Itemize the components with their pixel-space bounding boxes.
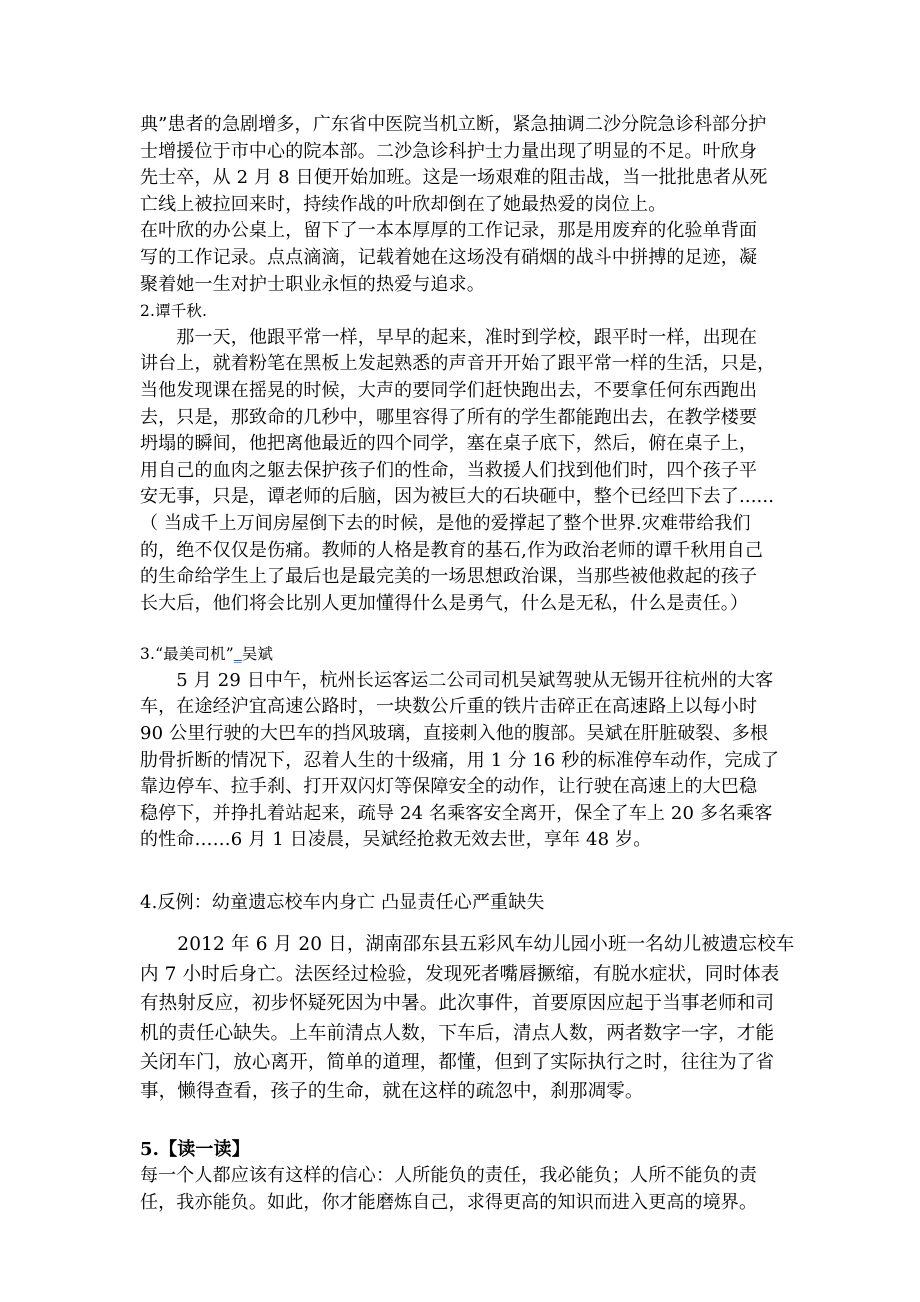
text-line: 当他发现课在摇晃的时候，大声的要同学们赶快跑出去，不要拿任何东西跑出	[140, 379, 758, 401]
text-line: 车，在途经沪宜高速公路时，一块数公斤重的铁片击碎正在高速路上以每小时	[140, 696, 758, 718]
text-line: 每一个人都应该有这样的信心：人所能负的责任，我必能负；人所不能负的责	[140, 1165, 758, 1187]
section-wu-bin	[140, 641, 785, 854]
text-line: 的生命给学生上了最后也是最完美的一场思想政治课，当那些被他救起的孩子	[140, 566, 758, 588]
section-tan-qianqiu	[140, 298, 785, 617]
text-line: 任，我亦能负。如此，你才能磨炼自己，求得更高的知识而进入更高的境界。	[140, 1192, 758, 1214]
text-line: 长大后，他们将会比别人更加懂得什么是勇气，什么是无私，什么是责任。）	[140, 592, 749, 614]
text-line: 典”患者的急剧增多，广东省中医院当机立断，紧急抽调二沙分院急诊科部分护	[140, 114, 767, 135]
text-line: 稳停下，并挣扎着站起来，疏导 24 名乘客安全离开，保全了车上 20 多名乘客	[140, 802, 773, 824]
text-line: 90 公里行驶的大巴车的挡风玻璃，直接刺入他的腹部。吴斌在肝脏破裂、多根	[140, 723, 769, 745]
text-line: 2012 年 6 月 20 日，湖南邵东县五彩风车幼儿园小班一名幼儿被遗忘校车	[140, 934, 795, 956]
spacer	[140, 617, 785, 641]
text-line: 事，懒得查看，孩子的生命，就在这样的疏忽中，刹那凋零。	[140, 1081, 644, 1103]
heading-name: 吴斌	[241, 645, 274, 664]
section-heading: 5.【读一读】	[140, 1138, 250, 1160]
text-line: 先士卒，从 2 月 8 日便开始加班。这是一场艰难的阻击战，当一批批患者从死	[140, 167, 768, 189]
text-line: 靠边停车、拉手刹、打开双闪灯等保障安全的动作，让行驶在高速上的大巴稳	[140, 776, 758, 798]
section-read	[140, 1137, 785, 1217]
text-line: 安无事，只是，谭老师的后脑，因为被巨大的石块砸中，整个已经凹下去了......	[140, 486, 775, 508]
text-line: 5 月 29 日中午，杭州长运客运二公司司机吴斌驾驶从无锡开往杭州的大客	[140, 669, 774, 691]
spacer	[140, 1107, 785, 1137]
section-heading: 4.反例：幼童遗忘校车内身亡 凸显责任心严重缺失	[140, 892, 545, 914]
text-line: 亡线上被拉回来时，持续作战的叶欣却倒在了她最热爱的岗位上。	[140, 193, 667, 215]
text-line: 的性命……6 月 1 日凌晨，吴斌经抢救无效去世，享年 48 岁。	[140, 829, 652, 851]
section-heading	[140, 641, 785, 668]
text-line: 的，绝不仅仅是伤痛。教师的人格是教育的基石,作为政治老师的谭千秋用自己	[140, 539, 763, 561]
text-line: 讲台上，就着粉笔在黑板上发起熟悉的声音开开始了跟平常一样的生活，只是，	[140, 353, 776, 375]
text-line: 坍塌的瞬间，他把离他最近的四个同学，塞在桌子底下，然后，俯在桌子上，	[140, 433, 758, 455]
text-line: 内 7 小时后身亡。法医经过检验，发现死者嘴唇撅缩，有脱水症状，同时体表	[140, 963, 780, 985]
text-line: 在叶欣的办公桌上，留下了一本本厚厚的工作记录，那是用废弃的化验单背面	[140, 220, 758, 242]
text-line: 士增援位于市中心的院本部。二沙急诊科护士力量出现了明显的不足。叶欣身	[140, 140, 758, 162]
text-line: 肋骨折断的情况下，忍着人生的十级痛，用 1 分 16 秒的标准停车动作，完成了	[140, 749, 780, 771]
text-line: 那一天，他跟平常一样，早早的起来，准时到学校，跟平时一样，出现在	[140, 326, 758, 348]
heading-link-mark[interactable]: _	[233, 645, 242, 664]
text-line: 有热射反应，初步怀疑死因为中暑。此次事件，首要原因应起于当事老师和司	[140, 993, 775, 1015]
text-line: 去，只是，那致命的几秒中，哪里容得了所有的学生都能跑出去，在教学楼要	[140, 406, 758, 428]
text-line: 聚着她一生对护士职业永恒的热爱与追求。	[140, 273, 485, 295]
section-heading: 2.谭千秋.	[140, 302, 208, 321]
spacer	[140, 854, 785, 888]
heading-prefix: 3.“最美司机”	[140, 645, 234, 664]
text-line: 关闭车门，放心离开，简单的道理，都懂，但到了实际执行之时，往往为了省	[140, 1052, 775, 1074]
section-counter-example	[140, 888, 795, 1107]
text-line: 写的工作记录。点点滴滴，记载着她在这场没有硝烟的战斗中拼搏的足迹，凝	[140, 246, 758, 268]
text-line: （ 当成千上万间房屋倒下去的时候，是他的爱撑起了整个世界.灾难带给我们	[140, 512, 751, 534]
text-line: 用自己的血肉之躯去保护孩子们的性命，当救援人们找到他们时，四个孩子平	[140, 459, 758, 481]
section-ye-xin	[140, 112, 785, 298]
spacer	[140, 917, 785, 930]
text-line: 机的责任心缺失。上车前清点人数，下车后，清点人数，两者数字一字，才能	[140, 1022, 775, 1044]
document-page	[140, 112, 795, 1217]
